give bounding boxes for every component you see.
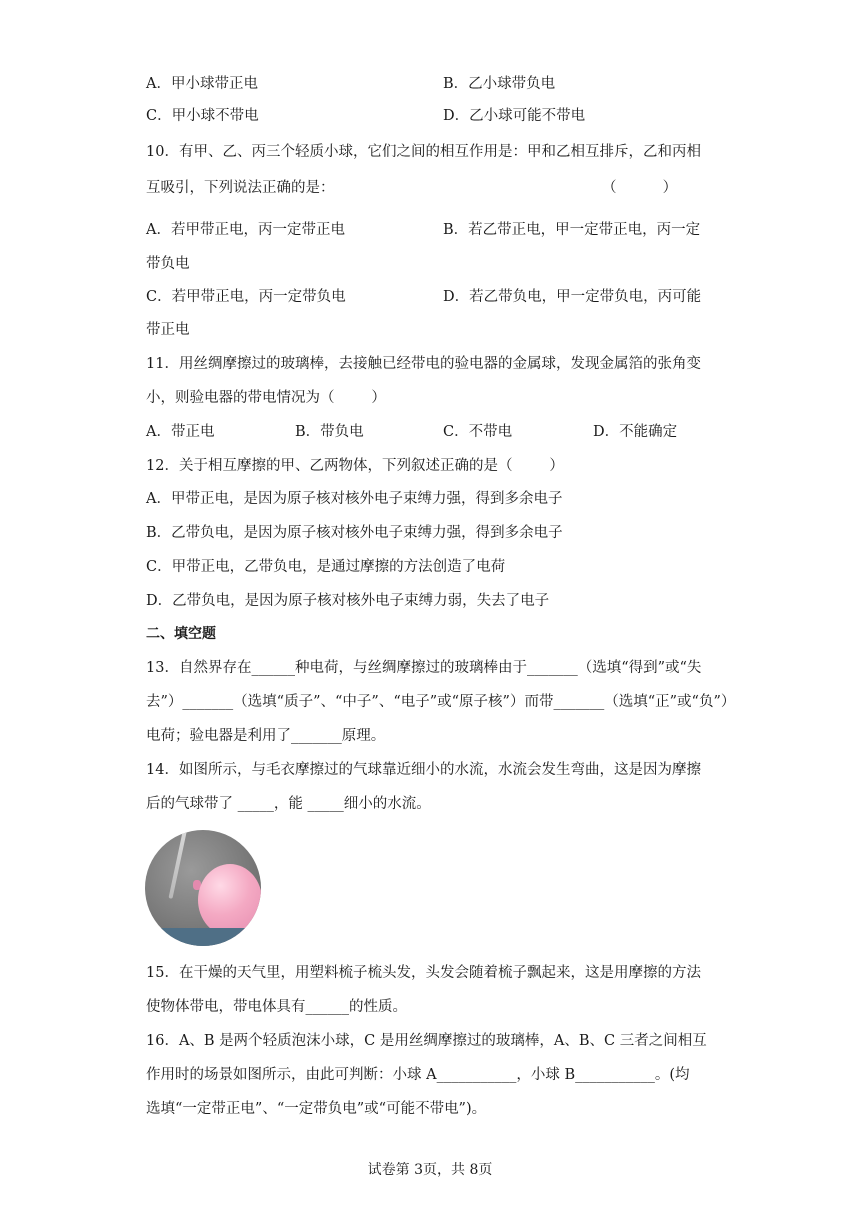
q12-option-a: A．甲带正电，是因为原子核对核外电子束缚力强，得到多余电子	[146, 491, 563, 507]
q16-line2: 作用时的场景如图所示，由此可判断：小球 A___________，小球 B___________。(均	[146, 1067, 690, 1083]
section-title-fill-in: 二、填空题	[146, 626, 216, 642]
q16-line3: 选填“一定带正电”、“一定带负电”或“可能不带电”)。	[146, 1101, 487, 1117]
q11-option-a: A．带正电	[146, 424, 215, 440]
q10-option-d-line2: 带正电	[146, 322, 190, 338]
q9-option-d: D．乙小球可能不带电	[443, 108, 586, 124]
water-stream	[168, 830, 186, 899]
q13-line2: 去”）_______（选填“质子”、“中子”、“电子”或“原子核”）而带_______（选填“正”或“负”）	[146, 694, 736, 710]
q10-option-c: C．若甲带正电，丙一定带负电	[146, 289, 346, 305]
q9-option-a: A．甲小球带正电	[146, 76, 258, 92]
q11-stem-line1: 11．用丝绸摩擦过的玻璃棒，去接触已经带电的验电器的金属球，发现金属箔的张角变	[146, 356, 701, 372]
q13-line3: 电荷；验电器是利用了_______原理。	[146, 728, 386, 744]
q9-option-c: C．甲小球不带电	[146, 108, 259, 124]
q14-line1: 14．如图所示，与毛衣摩擦过的气球靠近细小的水流，水流会发生弯曲，这是因为摩擦	[146, 762, 701, 778]
balloon-water-figure	[145, 830, 261, 946]
q10-stem-line1: 10．有甲、乙、丙三个轻质小球，它们之间的相互作用是：甲和乙相互排斥，乙和丙相	[146, 144, 701, 160]
q11-stem-line2: 小，则验电器的带电情况为（ ）	[146, 390, 386, 406]
q12-option-c: C．甲带正电，乙带负电，是通过摩擦的方法创造了电荷	[146, 559, 506, 575]
q16-line1: 16．A、B 是两个轻质泡沫小球，C 是用丝绸摩擦过的玻璃棒，A、B、C 三者之间相互	[146, 1033, 707, 1049]
q10-option-b-line2: 带负电	[146, 256, 190, 272]
q10-option-b-line1: B．若乙带正电，甲一定带正电，丙一定	[443, 222, 701, 238]
q15-line1: 15．在干燥的天气里，用塑料梳子梳头发，头发会随着梳子飘起来，这是用摩擦的方法	[146, 965, 701, 981]
page-footer: 试卷第 3页，共 8页	[367, 1162, 493, 1178]
pink-balloon	[198, 864, 261, 936]
q10-answer-paren: （ ）	[602, 180, 678, 196]
figure-floor	[145, 928, 261, 946]
q12-option-d: D．乙带负电，是因为原子核对核外电子束缚力弱，失去了电子	[146, 593, 550, 609]
q11-option-c: C．不带电	[443, 424, 513, 440]
q10-stem-line2: 互吸引，下列说法正确的是：	[146, 180, 335, 196]
q13-line1: 13．自然界存在______种电荷，与丝绸摩擦过的玻璃棒由于_______（选填“得到”或“失	[146, 660, 702, 676]
q14-line2: 后的气球带了 _____，能 _____细小的水流。	[146, 796, 431, 812]
q11-option-b: B．带负电	[295, 424, 364, 440]
q9-option-b: B．乙小球带负电	[443, 76, 556, 92]
q11-option-d: D．不能确定	[593, 424, 678, 440]
q12-stem: 12．关于相互摩擦的甲、乙两物体，下列叙述正确的是（ ）	[146, 458, 564, 474]
q10-option-d-line1: D．若乙带负电，甲一定带负电，丙可能	[443, 289, 702, 305]
q15-line2: 使物体带电，带电体具有______的性质。	[146, 999, 407, 1015]
q12-option-b: B．乙带负电，是因为原子核对核外电子束缚力强，得到多余电子	[146, 525, 563, 541]
q10-option-a: A．若甲带正电，丙一定带正电	[146, 222, 345, 238]
